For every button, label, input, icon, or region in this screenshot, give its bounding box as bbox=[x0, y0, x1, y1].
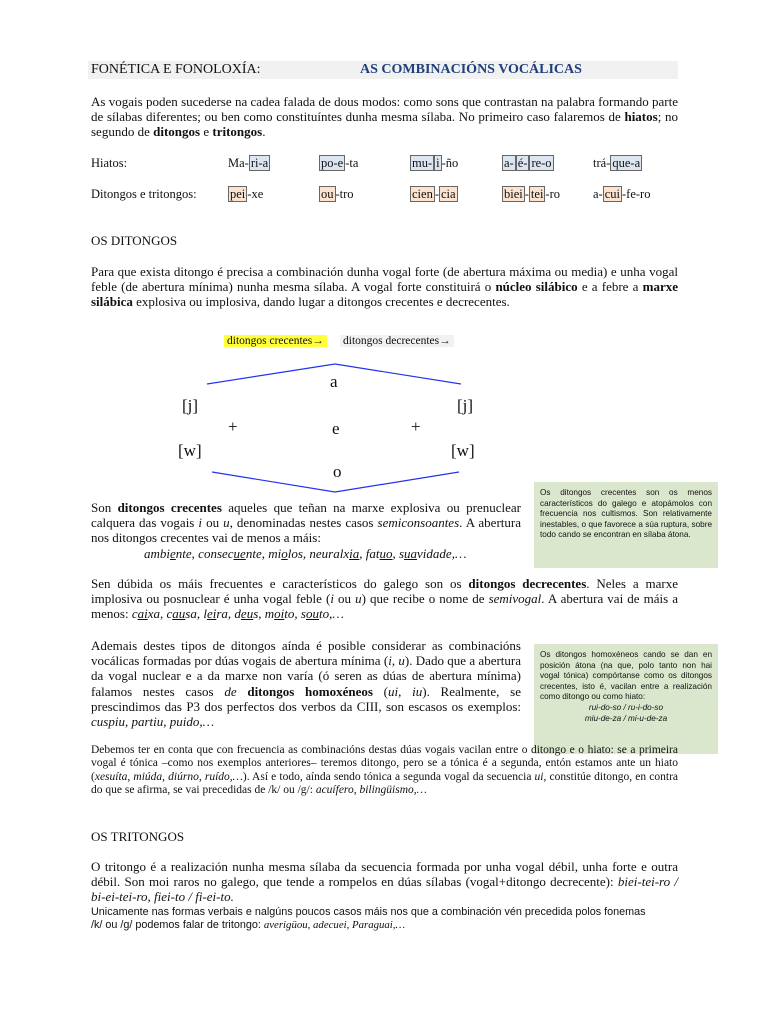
glide-w-right: [w] bbox=[451, 441, 475, 460]
hiato-example: mu- i -ño bbox=[412, 156, 459, 170]
vowel-o: o bbox=[333, 462, 342, 481]
line-lower-right bbox=[335, 472, 459, 492]
hiatos-label: Hiatos: bbox=[91, 156, 128, 170]
ditongo-example: cien - cia bbox=[412, 187, 456, 201]
vacilan-paragraph: Debemos ter en conta que con frecuencia as combinacións destas dúas vogais vacilan entre o ditongo e o hiato: se a primeira vogal é tónica –como nos exemplos anteriores– teremos ditongo, pero se a tónica é a segunda, entón estamos ante un hiato (xesuíta, miúda, diúrno, ruído,…). Así e todo, aínda sendo tónica a segunda vogal da secuencia ui, constitúe ditongo, en contra do que se afirma, se vai precedidas de /k/ ou /g/: acuífero, bilingüismo,… bbox=[91, 744, 678, 797]
line-crecentes bbox=[207, 364, 335, 384]
ditongo-example: ou -tro bbox=[321, 187, 354, 201]
label-ditongos-crecentes: ditongos crecentes→ bbox=[224, 335, 327, 347]
intro-paragraph: As vogais poden sucederse na cadea falada de dous modos: como sons que contrastan na palabra formando parte de sílabas diferentes; ou ben como constituíntes dunha mesma sílaba. No primeiro caso falaremos de hiatos; no segundo de ditongos e tritongos. bbox=[91, 94, 678, 140]
note-homoxeneos bbox=[534, 644, 718, 754]
hiato-example: trá- que-a bbox=[593, 156, 641, 170]
tritongos-paragraph: O tritongo é a realización nunha mesma sílaba da secuencia formada por unha vogal débil, unha forte e outra débil. Son moi raros no galego, que tende a rompelos en dúas sílabas (vogal+ditongo decrecente): biei-tei-ro / bi-ei-tei-ro, fiei-to / fi-ei-to. bbox=[91, 859, 678, 905]
decrecentes-paragraph: Sen dúbida os máis frecuentes e característicos do galego son os ditongos decrecentes. Neles a marxe implosiva ou posnuclear é unha vogal feble (i ou u) que recibe o nome de semivogal. A abertura vai de máis a menos: caixa, causa, leira, deus, moito, souto,… bbox=[91, 576, 678, 622]
hiato-example: a- é- re-o bbox=[504, 156, 552, 170]
page-section-title: FONÉTICA E FONOLOXÍA: bbox=[91, 62, 261, 77]
crecentes-examples: ambiente, consecuente, miolos, neuralxia, fatuo, suavidade,… bbox=[144, 546, 467, 561]
note-crecentes: Os ditongos crecentes son os menos característicos do galego e atopámolos con frecuencia nos cultismos. Son relativamente inestables, o que favorece a súa ruptura, sobre todo cando se encontran en sílaba átona. bbox=[534, 482, 718, 568]
hiato-example: Ma- ri-a bbox=[228, 156, 269, 170]
glide-j-left: [j] bbox=[182, 396, 199, 415]
label-ditongos-decrecentes: ditongos decrecentes→ bbox=[340, 335, 454, 347]
note-homoxeneos-text: Os ditongos homoxéneos cando se dan en posición átona (na que, polo tanto non hai vogal tónica) compórtanse como os ditongos crecentes, isto é, vacilan entre a realización como ditongo ou como hiato: bbox=[540, 650, 712, 702]
note-example: miu-de-za / mi-u-de-za bbox=[584, 713, 668, 723]
hiato-example: po-e -ta bbox=[321, 156, 359, 170]
ditongo-example: a- cui -fe-ro bbox=[593, 187, 651, 201]
plus-left: + bbox=[228, 417, 238, 436]
note-example: rui-do-so / ru-i-do-so bbox=[588, 702, 664, 712]
homoxeneos-paragraph: Ademais destes tipos de ditongos aínda é posible considerar as combinacións vocálicas formadas por dúas vogais de abertura mínima (i, u). Dado que a abertura da vogal nuclear e a da marxe non varía (ó seren as dúas de abertura mínima) falamos nestes casos de ditongos homoxéneos (ui, iu). Realmente, se prescindimos das P3 dos perfectos dos verbos da CIII, son escasos os exemplos: cuspiu, partiu, puido,… bbox=[91, 638, 522, 730]
vowel-a: a bbox=[330, 372, 338, 391]
ditongo-example: pei -xe bbox=[230, 187, 264, 201]
vowel-e: e bbox=[332, 419, 340, 438]
crecentes-paragraph: Son ditongos crecentes aqueles que teñan na marxe explosiva ou prenuclear calquera das vogais i ou u, denominadas nestes casos semiconsoantes. A abertura nos ditongos crecentes vai de menos a máis: bbox=[91, 500, 521, 546]
line-decrecentes bbox=[335, 364, 461, 384]
section-heading-ditongos: OS DITONGOS bbox=[91, 233, 178, 248]
glide-j-right: [j] bbox=[457, 396, 474, 415]
tritongos-note-paragraph: Unicamente nas formas verbais e nalgúns poucos casos máis nos que a combinación vén precedida polos fonemas /k/ ou /g/ podemos falar de tritongo: averigüou, adecuei, Paraguai,… bbox=[91, 906, 646, 932]
glide-w-left: [w] bbox=[178, 441, 202, 460]
section-heading-tritongos: OS TRITONGOS bbox=[91, 829, 185, 844]
line-lower-left bbox=[212, 472, 335, 492]
tritongo-example: biei - tei -ro bbox=[504, 187, 560, 201]
ditongos-label: Ditongos e tritongos: bbox=[91, 187, 197, 201]
ditongos-paragraph: Para que exista ditongo é precisa a combinación dunha vogal forte (de abertura máxima ou media) e unha vogal feble (de abertura mínima) nunha mesma sílaba. A vogal forte constituirá o núcleo silábico e a febre a marxe silábica explosiva ou implosiva, dando lugar a ditongos crecentes e decrecentes. bbox=[91, 264, 678, 310]
page-title: AS COMBINACIÓNS VOCÁLICAS bbox=[360, 62, 582, 77]
plus-right: + bbox=[411, 417, 421, 436]
